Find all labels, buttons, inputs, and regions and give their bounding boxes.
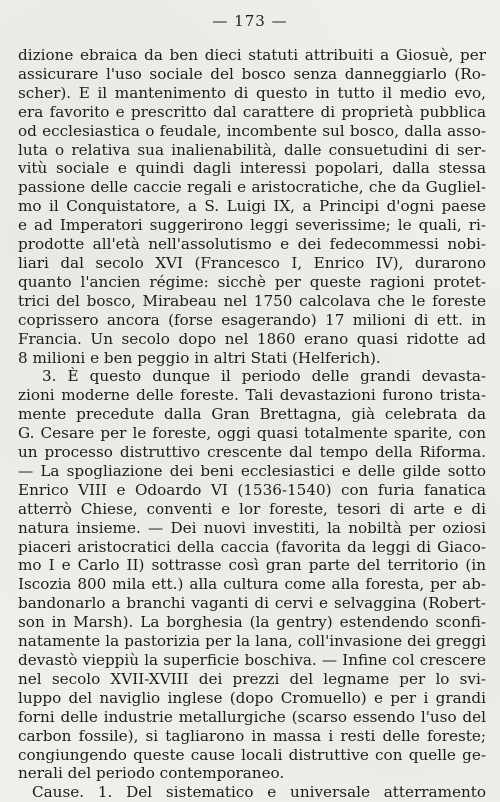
text-line: era favorito e prescritto dal carattere di proprietà pubblica [18, 102, 486, 121]
text-line: mo I e Carlo II) sottrasse così gran parte del territorio (in [18, 556, 486, 575]
text-line: luta o relativa sua inalienabilità, dalle consuetudini di ser- [18, 140, 486, 159]
text-line: e ad Imperatori suggerirono leggi severissime; le quali, ri- [18, 216, 486, 235]
text-line: congiungendo queste cause locali distruttive con quelle ge- [18, 745, 486, 764]
text-line: Cause. 1. Del sistematico e universale atterramento [32, 783, 486, 802]
text-line: mo il Conquistatore, a S. Luigi IX, a Principi d'ogni paese [18, 197, 486, 216]
text-line: liari dal secolo XVI (Francesco I, Enrico IV), durarono [18, 253, 486, 272]
body-text [18, 46, 486, 802]
text-line: Francia. Un secolo dopo nel 1860 erano quasi ridotte ad [18, 329, 486, 348]
text-line: coprissero ancora (forse esagerando) 17 milioni di ett. in [18, 310, 486, 329]
text-line: G. Cesare per le foreste, oggi quasi totalmente sparite, con [18, 424, 486, 443]
text-line: carbon fossile), si tagliarono in massa i resti delle foreste; [18, 726, 486, 745]
text-line: Enrico VIII e Odoardo VI (1536-1540) con furia fanatica [18, 480, 486, 499]
text-line: — La spogliazione dei beni ecclesiastici e delle gilde sotto [18, 461, 486, 480]
text-line: dizione ebraica da ben dieci statuti attribuiti a Giosuè, per [18, 46, 486, 64]
text-line: vitù sociale e quindi dagli interessi popolari, dalla stessa [18, 159, 486, 178]
text-line: trici del bosco, Mirabeau nel 1750 calcolava che le foreste [18, 291, 486, 310]
text-line: son in Marsh). La borghesia (la gentry) estendendo sconfi- [18, 613, 486, 632]
text-line: natamente la pastorizia per la lana, coll'invasione dei greggi [18, 632, 486, 651]
text-line: luppo del naviglio inglese (dopo Cromuello) e per i grandi [18, 688, 486, 707]
text-line: assicurare l'uso sociale del bosco senza danneggiarlo (Ro- [18, 64, 486, 83]
text-line: un processo distruttivo crescente dal tempo della Riforma. [18, 443, 486, 462]
text-line: zioni moderne delle foreste. Tali devastazioni furono trista- [18, 386, 486, 405]
text-line: piaceri aristocratici della caccia (favorita da leggi di Giaco- [18, 537, 486, 556]
text-line: prodotte all'età nell'assolutismo e dei fedecommessi nobi- [18, 235, 486, 254]
text-line: devastò vieppiù la superficie boschiva. — Infine col crescere [18, 651, 486, 669]
text-line: nel secolo XVII-XVIII dei prezzi del legname per lo svi- [18, 669, 486, 688]
text-line: forni delle industrie metallurgiche (scarso essendo l'uso del [18, 707, 486, 726]
text-line: 8 milioni e ben peggio in altri Stati (Helferich). [18, 348, 381, 367]
text-line: Iscozia 800 mila ett.) alla cultura come alla foresta, per ab- [18, 575, 486, 594]
page-number: — 173 — [212, 12, 288, 30]
text-line: atterrò Chiese, conventi e lor foreste, tesori di arte e di [18, 499, 486, 518]
text-line: od ecclesiastica o feudale, incombente sul bosco, dalla asso- [18, 121, 486, 140]
text-line: 3. È questo dunque il periodo delle grandi devasta- [42, 367, 486, 386]
text-line: quanto l'ancien régime: sicchè per queste ragioni protet- [18, 272, 486, 291]
text-line: scher). E il mantenimento di questo in tutto il medio evo, [18, 83, 486, 102]
text-line: bandonarlo a branchi vaganti di cervi e selvaggina (Robert- [18, 594, 486, 613]
text-line: passione delle caccie regali e aristocratiche, che da Gugliel- [18, 178, 486, 197]
text-line: nerali del periodo contemporaneo. [18, 764, 285, 783]
text-line: natura insieme. — Dei nuovi investiti, la nobiltà per oziosi [18, 518, 486, 537]
text-line: mente precedute dalla Gran Brettagna, già celebrata da [18, 405, 486, 424]
